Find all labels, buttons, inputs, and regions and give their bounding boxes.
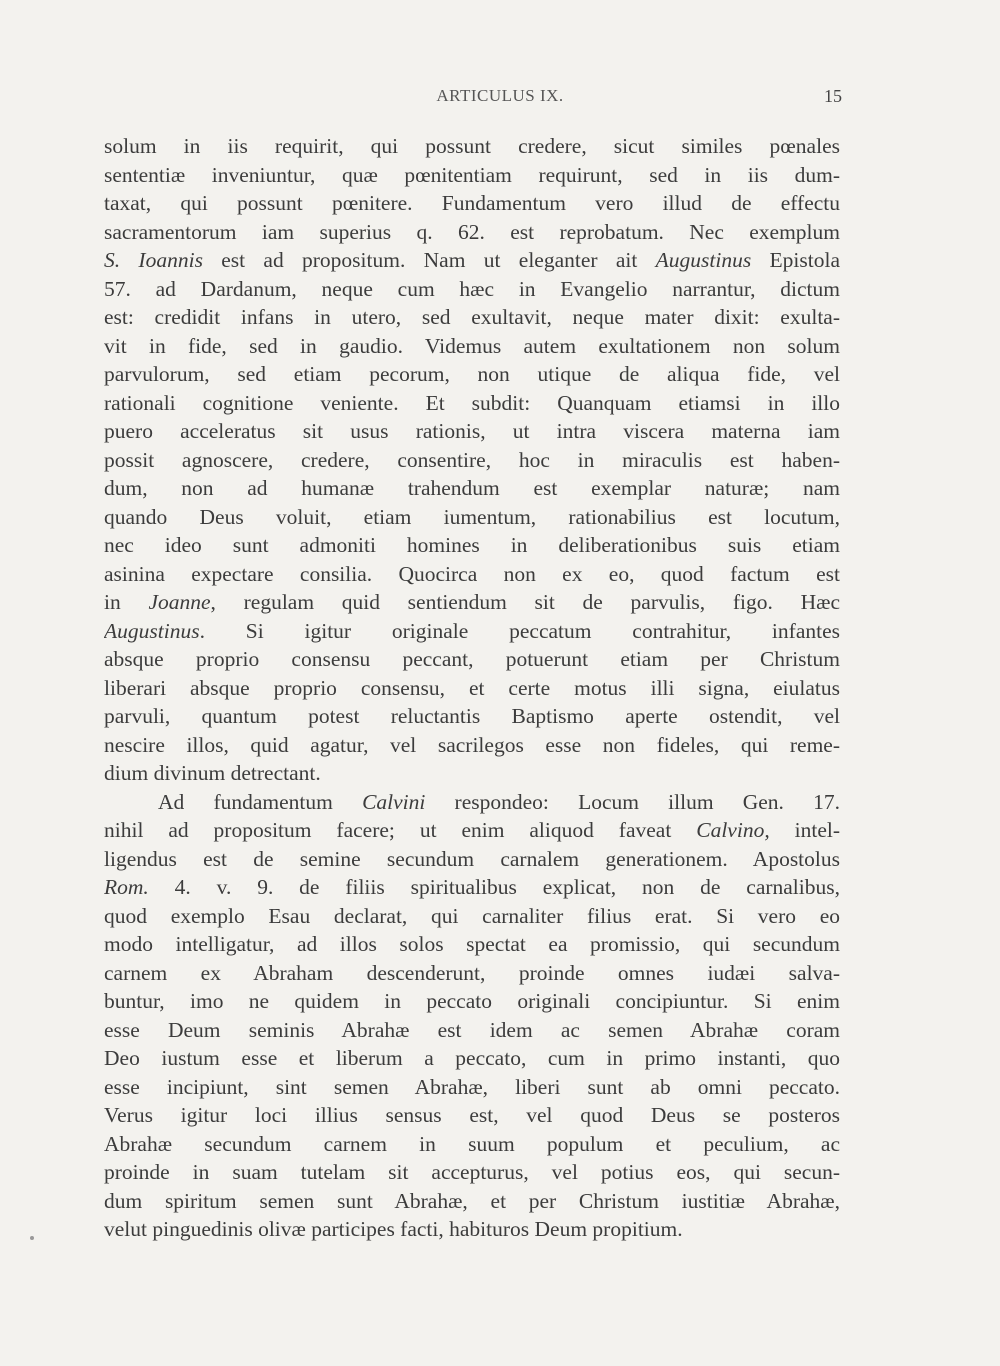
text-segment: . Si igitur originale peccatum contrahitur, infantes [199,618,840,643]
text-segment: nescire illos, quid agatur, vel sacrilegos esse non fideles, qui reme- [104,732,840,757]
text-segment: respondeo: Locum illum Gen. 17. [425,789,840,814]
text-segment: Deo iustum esse et liberum a peccato, cum in primo instanti, quo [104,1046,840,1070]
text-segment: intel- [769,818,840,842]
text-line [104,446,840,475]
italic-text: Augustinus [104,618,200,643]
text-segment: est: credidit infans in utero, sed exultavit, neque mater dixit: exulta- [104,305,840,329]
text-segment: esse Deum seminis Abrahæ est idem ac semen Abrahæ coram [104,1017,840,1042]
text-line [104,617,840,646]
text-segment: rationali cognitione veniente. Et subdit: Quanquam etiamsi in illo [104,390,840,415]
text-segment: taxat, qui possunt pœnitere. Fundamentum vero illud de effectu [104,191,840,215]
italic-text: Rom. [104,875,149,899]
text-line [104,332,840,361]
text-line [104,1187,840,1216]
text-line [104,132,840,161]
text-segment: quando Deus voluit, etiam iumentum, rationabilius est locutum, [104,504,840,529]
text-line [104,987,840,1016]
text-segment: esse incipiunt, sint semen Abrahæ, liberi sunt ab omni peccato. [104,1074,840,1099]
text-line [104,275,840,304]
text-line [104,930,840,959]
text-line [104,189,840,218]
text-segment: in [104,590,149,614]
text-line [104,845,840,874]
text-segment: nihil ad propositum facere; ut enim aliquod faveat [104,818,697,842]
text-segment: Epistola [751,248,840,272]
text-line [104,902,840,931]
text-segment: asinina expectare consilia. Quocirca non ex eo, quod factum est [104,561,840,586]
text-segment: 4. v. 9. de filiis spiritualibus explicat, non de carnalibus, [148,875,840,899]
text-segment: est ad propositum. Nam ut eleganter ait [202,248,656,272]
text-line [104,161,840,190]
italic-text: Calvini [362,789,426,814]
text-line [104,1073,840,1102]
text-segment: absque proprio consensu peccant, potuerunt etiam per Christum [104,647,840,671]
text-line [104,474,840,503]
text-line [104,303,840,332]
margin-speck [30,1236,34,1240]
italic-text: Augustinus [655,248,752,272]
text-line [104,1215,840,1244]
text-line [104,588,840,617]
text-line [104,759,840,788]
text-segment: parvuli, quantum potest reluctantis Baptismo aperte ostendit, vel [104,704,840,728]
text-segment: ligendus est de semine secundum carnalem generationem. Apostolus [104,846,840,871]
italic-text: Joanne [148,590,211,614]
text-segment: buntur, imo ne quidem in peccato originali concipiuntur. Si enim [104,989,840,1013]
text-segment: velut pinguedinis olivæ participes facti, habituros Deum propitium. [104,1217,683,1241]
text-segment: , regulam quid sentiendum sit de parvulis, figo. Hæc [210,590,840,614]
text-line [104,560,840,589]
text-segment: Abrahæ secundum carnem in suum populum et peculium, ac [104,1131,840,1156]
text-line [104,218,840,247]
text-segment: sacramentorum iam superius q. 62. est reprobatum. Nec exemplum [104,219,840,244]
text-segment: liberari absque proprio consensu, et certe motus illi signa, eiulatus [104,675,840,700]
text-line [104,1044,840,1073]
text-segment: proinde in suam tutelam sit accepturus, vel potius eos, qui secun- [104,1160,840,1184]
text-segment: possit agnoscere, credere, consentire, hoc in miraculis est haben- [104,447,840,472]
paragraph [104,132,840,788]
text-line [104,645,840,674]
text-line [104,246,840,275]
text-line [104,674,840,703]
text-line [104,816,840,845]
text-segment: dum spiritum semen sunt Abrahæ, et per Christum iustitiæ Abrahæ, [104,1188,840,1213]
text-line [104,959,840,988]
text-line [104,1130,840,1159]
text-line [104,1158,840,1187]
text-segment: solum in iis requirit, qui possunt credere, sicut similes pœnales [104,134,840,158]
text-line [104,873,840,902]
text-line [104,360,840,389]
text-line [104,417,840,446]
text-segment: Ad fundamentum [158,789,363,814]
text-segment: puero acceleratus sit usus rationis, ut intra viscera materna iam [104,419,840,443]
text-line [104,788,840,817]
italic-text: Calvino, [696,818,770,842]
text-segment: vit in fide, sed in gaudio. Videmus autem exultationem non solum [104,333,840,358]
text-line [104,389,840,418]
body-text [104,132,840,1244]
page-number: 15 [824,86,842,106]
text-segment: sententiæ inveniuntur, quæ pœnitentiam requirunt, sed in iis dum- [104,162,840,187]
text-line [104,702,840,731]
text-segment: 57. ad Dardanum, neque cum hæc in Evangelio narrantur, dictum [104,276,840,301]
text-segment: dum, non ad humanæ trahendum est exemplar naturæ; nam [104,476,840,500]
text-line [104,1101,840,1130]
text-line [104,1016,840,1045]
text-segment: carnem ex Abraham descenderunt, proinde omnes iudæi salva- [104,960,840,985]
text-line [104,731,840,760]
text-segment: nec ideo sunt admoniti homines in deliberationibus suis etiam [104,533,840,557]
running-title: ARTICULUS IX. [436,86,564,105]
paragraph [104,788,840,1244]
text-segment: quod exemplo Esau declarat, qui carnaliter filius erat. Si vero eo [104,903,840,928]
text-segment: dium divinum detrectant. [104,761,321,785]
text-line [104,503,840,532]
text-line [104,531,840,560]
text-segment: Verus igitur loci illius sensus est, vel quod Deus se posteros [104,1103,840,1127]
text-segment: modo intelligatur, ad illos solos spectat ea promissio, qui secundum [104,932,840,956]
text-segment: parvulorum, sed etiam pecorum, non utique de aliqua fide, vel [104,362,840,386]
italic-text: S. Ioannis [104,248,203,272]
